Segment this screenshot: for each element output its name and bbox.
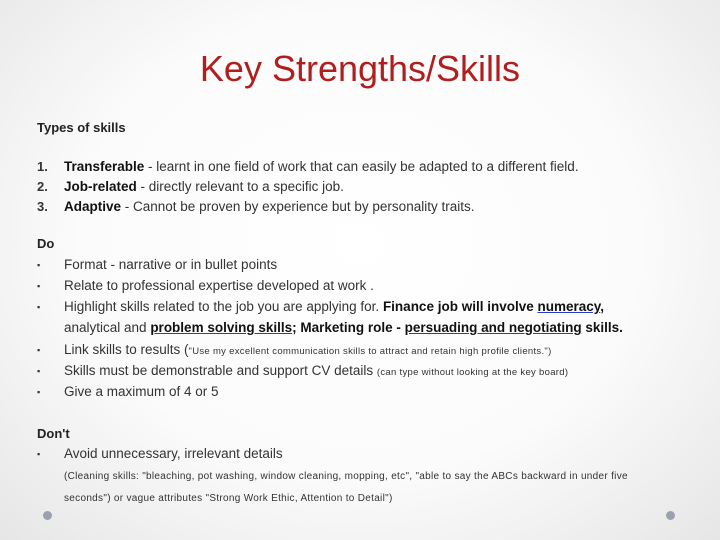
- item-text: Relate to professional expertise developed at work .: [64, 278, 374, 293]
- item-text: Link skills to results ("Use my excellent communication skills to attract and retain high profile clients."): [64, 342, 552, 357]
- item-text: Skills must be demonstrable and support CV details (can type without looking at the key board): [64, 363, 569, 378]
- dont-note-line-1: (Cleaning skills: "bleaching, pot washing, window cleaning, mopping, etc", "able to say the ABCs backward in under five: [64, 471, 628, 482]
- dont-heading: Don't: [37, 426, 70, 441]
- item-text: Adaptive - Cannot be proven by experience but by personality traits.: [64, 199, 475, 214]
- item-text: Format - narrative or in bullet points: [64, 257, 278, 272]
- decorative-dot-left: [43, 511, 52, 520]
- bullet-icon: ▪: [37, 449, 41, 459]
- problem-solving-link[interactable]: problem solving skills: [150, 320, 293, 335]
- item-text: analytical and problem solving skills; Marketing role - persuading and negotiating skills.: [64, 320, 623, 335]
- bullet-icon: ▪: [37, 302, 41, 312]
- bullet-icon: ▪: [37, 260, 41, 270]
- item-text: Give a maximum of 4 or 5: [64, 384, 219, 399]
- item-number: 1.: [37, 159, 48, 174]
- persuading-link[interactable]: persuading and negotiating: [404, 320, 582, 335]
- item-number: 2.: [37, 179, 48, 194]
- item-text: Avoid unnecessary, irrelevant details: [64, 446, 283, 461]
- bullet-icon: ▪: [37, 387, 41, 397]
- bullet-icon: ▪: [37, 366, 41, 376]
- item-text: Transferable - learnt in one field of work that can easily be adapted to a different field.: [64, 159, 579, 174]
- item-text: Job-related - directly relevant to a specific job.: [64, 179, 344, 194]
- item-number: 3.: [37, 199, 48, 214]
- types-heading: Types of skills: [37, 120, 126, 135]
- bullet-icon: ▪: [37, 345, 41, 355]
- do-heading: Do: [37, 236, 55, 251]
- numeracy-link[interactable]: numeracy: [537, 299, 601, 314]
- dont-note-line-2: seconds") or vague attributes "Strong Work Ethic, Attention to Detail"): [64, 493, 393, 504]
- slide-title: Key Strengths/Skills: [199, 48, 521, 89]
- bullet-icon: ▪: [37, 281, 41, 291]
- item-text: Highlight skills related to the job you are applying for. Finance job will involve numeracy,: [64, 299, 605, 314]
- decorative-dot-right: [666, 511, 675, 520]
